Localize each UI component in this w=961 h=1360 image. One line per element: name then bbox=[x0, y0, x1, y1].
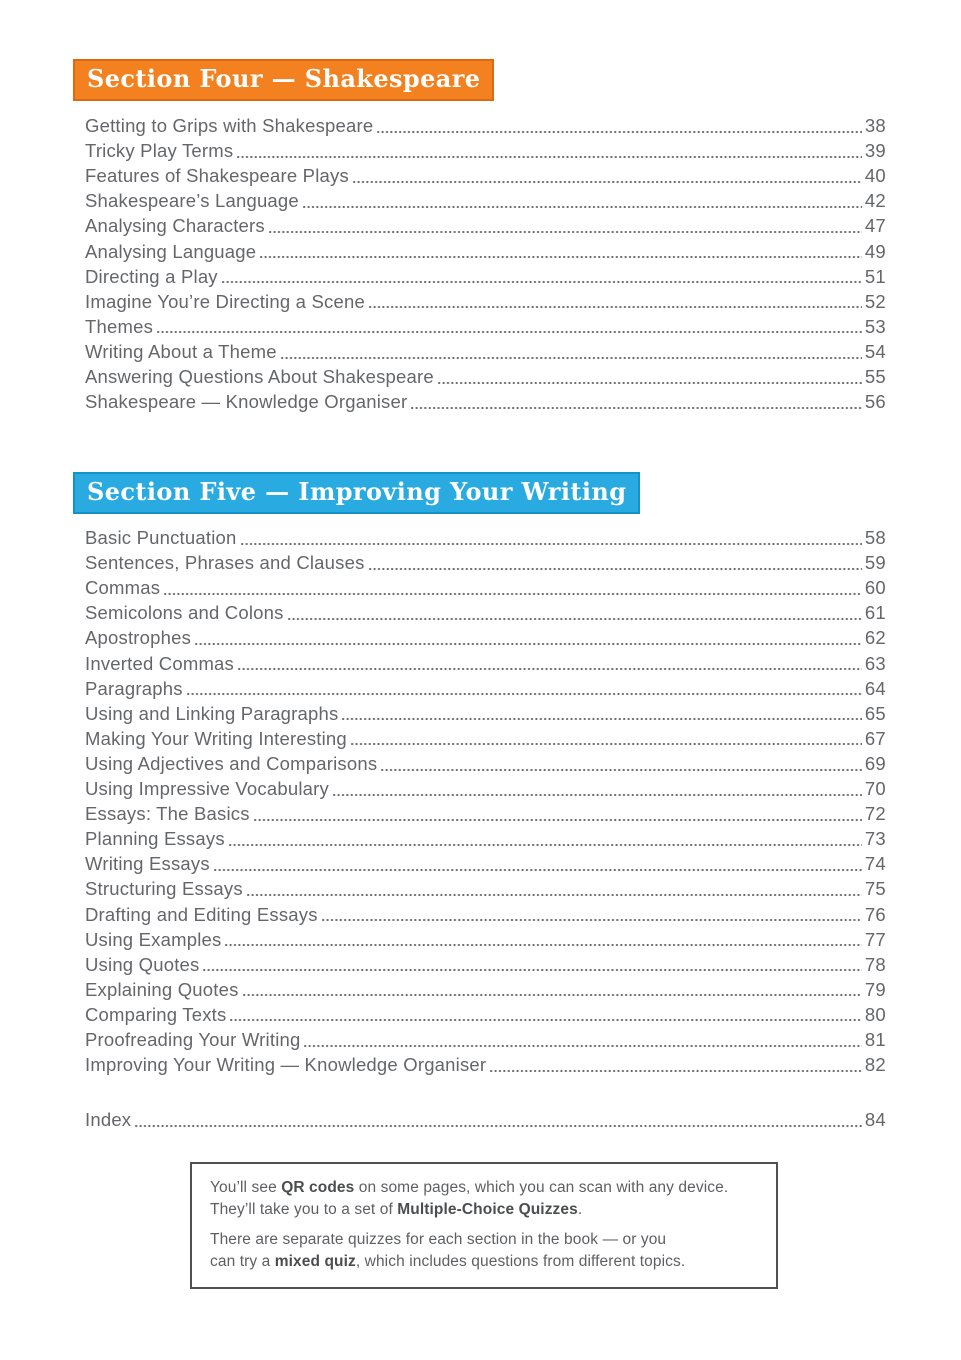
dotted-leader bbox=[322, 919, 862, 921]
toc-row bbox=[85, 187, 886, 212]
toc-entry-label: Explaining Quotes bbox=[85, 978, 239, 1000]
dotted-leader bbox=[254, 819, 862, 821]
index-row-wrap bbox=[85, 1106, 886, 1131]
toc-row bbox=[85, 524, 886, 549]
toc-row bbox=[85, 313, 886, 338]
toc-entry-page-number: 78 bbox=[864, 953, 886, 975]
toc-row bbox=[85, 112, 886, 137]
toc-entry-label: Inverted Commas bbox=[85, 652, 234, 674]
dotted-leader bbox=[229, 844, 862, 846]
toc-entry-label: Shakespeare’s Language bbox=[85, 190, 299, 212]
toc-entry-page-number: 62 bbox=[864, 627, 886, 649]
toc-row bbox=[85, 825, 886, 850]
section-four-header-wrap bbox=[73, 59, 494, 101]
toc-entry-page-number: 79 bbox=[864, 978, 886, 1000]
toc-entry-page-number: 76 bbox=[864, 903, 886, 925]
toc-row bbox=[85, 900, 886, 925]
dotted-leader bbox=[333, 794, 862, 796]
toc-entry-label: Commas bbox=[85, 577, 161, 599]
toc-row bbox=[85, 976, 886, 1001]
toc-entry-label: Using Adjectives and Comparisons bbox=[85, 752, 378, 774]
index-page-number: 84 bbox=[864, 1109, 886, 1131]
toc-entry-label: Paragraphs bbox=[85, 677, 183, 699]
dotted-leader bbox=[353, 181, 862, 183]
toc-entry-page-number: 51 bbox=[864, 265, 886, 287]
toc-entry-label: Features of Shakespeare Plays bbox=[85, 165, 349, 187]
toc-row bbox=[85, 875, 886, 900]
qr-codes-note-box bbox=[190, 1162, 778, 1289]
note-text: They’ll take you to a set of bbox=[210, 1200, 398, 1218]
note-bold-mixed-quiz: mixed quiz bbox=[274, 1252, 356, 1270]
toc-entry-page-number: 49 bbox=[864, 240, 886, 262]
dotted-leader bbox=[342, 718, 861, 720]
dotted-leader bbox=[241, 543, 862, 545]
toc-row bbox=[85, 137, 886, 162]
toc-row bbox=[85, 926, 886, 951]
toc-entry-page-number: 64 bbox=[864, 677, 886, 699]
toc-entry-label: Structuring Essays bbox=[85, 878, 243, 900]
toc-entry-page-number: 61 bbox=[864, 602, 886, 624]
note-paragraph-2 bbox=[210, 1229, 758, 1272]
note-text: You’ll see bbox=[210, 1179, 282, 1196]
toc-entry-label: Tricky Play Terms bbox=[85, 140, 234, 162]
dotted-leader bbox=[237, 156, 861, 158]
section-five-header: Section Five — Improving Your Writing bbox=[73, 472, 640, 514]
toc-entry-label: Using Examples bbox=[85, 928, 222, 950]
dotted-leader bbox=[164, 593, 862, 595]
toc-entry-label: Basic Punctuation bbox=[85, 527, 237, 549]
dotted-leader bbox=[369, 306, 862, 308]
toc-entry-label: Apostrophes bbox=[85, 627, 192, 649]
toc-entry-label: Essays: The Basics bbox=[85, 803, 250, 825]
toc-row bbox=[85, 549, 886, 574]
dotted-leader bbox=[203, 969, 861, 971]
toc-entry-label: Imagine You’re Directing a Scene bbox=[85, 290, 365, 312]
toc-entry-page-number: 54 bbox=[864, 340, 886, 362]
toc-entry-label: Planning Essays bbox=[85, 828, 225, 850]
dotted-leader bbox=[222, 281, 862, 283]
toc-entry-label: Themes bbox=[85, 315, 154, 337]
note-paragraph-1 bbox=[210, 1177, 758, 1220]
toc-row bbox=[85, 162, 886, 187]
toc-row bbox=[85, 1001, 886, 1026]
dotted-leader bbox=[303, 206, 862, 208]
toc-entry-label: Semicolons and Colons bbox=[85, 602, 284, 624]
toc-entry-label: Drafting and Editing Essays bbox=[85, 903, 318, 925]
dotted-leader bbox=[438, 382, 862, 384]
dotted-leader bbox=[243, 994, 862, 996]
toc-entry-label: Shakespeare — Knowledge Organiser bbox=[85, 391, 408, 413]
dotted-leader bbox=[230, 1019, 861, 1021]
toc-entry-page-number: 47 bbox=[864, 215, 886, 237]
index-label: Index bbox=[85, 1109, 132, 1131]
toc-entry-page-number: 53 bbox=[864, 315, 886, 337]
toc-entry-page-number: 70 bbox=[864, 778, 886, 800]
note-text: can try a bbox=[210, 1252, 275, 1270]
toc-entry-label: Answering Questions About Shakespeare bbox=[85, 366, 434, 388]
toc-entry-page-number: 56 bbox=[864, 391, 886, 413]
toc-entry-page-number: 58 bbox=[864, 527, 886, 549]
toc-entry-page-number: 65 bbox=[864, 702, 886, 724]
toc-entry-page-number: 59 bbox=[864, 552, 886, 574]
dotted-leader bbox=[377, 131, 861, 133]
dotted-leader bbox=[214, 869, 862, 871]
dotted-leader bbox=[304, 1045, 861, 1047]
toc-entry-page-number: 75 bbox=[864, 878, 886, 900]
dotted-leader bbox=[288, 618, 862, 620]
toc-entry-label: Improving Your Writing — Knowledge Organiser bbox=[85, 1054, 487, 1076]
toc-row bbox=[85, 775, 886, 800]
toc-entry-page-number: 38 bbox=[864, 115, 886, 137]
toc-row bbox=[85, 750, 886, 775]
index-row bbox=[85, 1106, 886, 1131]
toc-entry-label: Using and Linking Paragraphs bbox=[85, 702, 339, 724]
toc-row bbox=[85, 212, 886, 237]
section-four-header: Section Four — Shakespeare bbox=[73, 59, 494, 101]
toc-entry-page-number: 55 bbox=[864, 366, 886, 388]
toc-entry-page-number: 39 bbox=[864, 140, 886, 162]
note-bold-qr-codes: QR codes bbox=[281, 1179, 355, 1196]
section-five-toc-list bbox=[85, 524, 886, 1076]
toc-entry-label: Getting to Grips with Shakespeare bbox=[85, 115, 374, 137]
dotted-leader bbox=[411, 407, 862, 409]
section-four-toc-list bbox=[85, 112, 886, 413]
note-text: on some pages, which you can scan with any device. bbox=[354, 1179, 729, 1196]
dotted-leader bbox=[260, 256, 862, 258]
toc-entry-label: Analysing Language bbox=[85, 240, 257, 262]
toc-row bbox=[85, 363, 886, 388]
dotted-leader bbox=[238, 668, 862, 670]
toc-entry-page-number: 81 bbox=[864, 1028, 886, 1050]
toc-row bbox=[85, 338, 886, 363]
toc-row bbox=[85, 237, 886, 262]
toc-entry-page-number: 67 bbox=[864, 727, 886, 749]
toc-entry-label: Using Quotes bbox=[85, 953, 200, 975]
toc-row bbox=[85, 850, 886, 875]
note-bold-multiple-choice-quizzes: Multiple-Choice Quizzes bbox=[397, 1200, 578, 1218]
dotted-leader bbox=[369, 568, 862, 570]
toc-entry-page-number: 60 bbox=[864, 577, 886, 599]
dotted-leader bbox=[490, 1070, 862, 1072]
toc-row bbox=[85, 263, 886, 288]
toc-row bbox=[85, 700, 886, 725]
toc-entry-label: Proofreading Your Writing bbox=[85, 1028, 301, 1050]
dotted-leader bbox=[269, 231, 862, 233]
note-text: , which includes questions from different topics. bbox=[355, 1252, 686, 1270]
toc-entry-page-number: 74 bbox=[864, 853, 886, 875]
toc-entry-label: Making Your Writing Interesting bbox=[85, 727, 347, 749]
note-text: There are separate quizzes for each section in the book — or you bbox=[210, 1231, 667, 1248]
toc-row bbox=[85, 624, 886, 649]
dotted-leader bbox=[381, 769, 862, 771]
dotted-leader bbox=[187, 693, 862, 695]
toc-entry-label: Writing Essays bbox=[85, 853, 210, 875]
dotted-leader bbox=[195, 643, 862, 645]
dotted-leader bbox=[225, 944, 861, 946]
toc-entry-page-number: 63 bbox=[864, 652, 886, 674]
toc-entry-page-number: 52 bbox=[864, 290, 886, 312]
toc-entry-label: Writing About a Theme bbox=[85, 340, 277, 362]
toc-row bbox=[85, 675, 886, 700]
toc-entry-label: Directing a Play bbox=[85, 265, 218, 287]
toc-row bbox=[85, 574, 886, 599]
toc-entry-page-number: 42 bbox=[864, 190, 886, 212]
toc-entry-page-number: 80 bbox=[864, 1003, 886, 1025]
toc-row bbox=[85, 649, 886, 674]
toc-row bbox=[85, 288, 886, 313]
dotted-leader bbox=[351, 743, 862, 745]
toc-row bbox=[85, 388, 886, 413]
dotted-leader bbox=[157, 331, 862, 333]
toc-row bbox=[85, 800, 886, 825]
toc-entry-page-number: 77 bbox=[864, 928, 886, 950]
toc-entry-label: Using Impressive Vocabulary bbox=[85, 778, 329, 800]
dotted-leader bbox=[281, 357, 862, 359]
dotted-leader bbox=[135, 1125, 862, 1127]
toc-entry-label: Analysing Characters bbox=[85, 215, 265, 237]
toc-entry-page-number: 40 bbox=[864, 165, 886, 187]
section-five-header-wrap bbox=[73, 472, 640, 514]
toc-row bbox=[85, 1026, 886, 1051]
toc-entry-label: Comparing Texts bbox=[85, 1003, 227, 1025]
note-text: . bbox=[577, 1200, 583, 1218]
dotted-leader bbox=[247, 894, 862, 896]
toc-entry-page-number: 72 bbox=[864, 803, 886, 825]
toc-row bbox=[85, 951, 886, 976]
toc-row bbox=[85, 599, 886, 624]
toc-row bbox=[85, 1051, 886, 1076]
toc-entry-page-number: 82 bbox=[864, 1054, 886, 1076]
toc-entry-label: Sentences, Phrases and Clauses bbox=[85, 552, 365, 574]
toc-row bbox=[85, 725, 886, 750]
toc-entry-page-number: 73 bbox=[864, 828, 886, 850]
toc-entry-page-number: 69 bbox=[864, 752, 886, 774]
